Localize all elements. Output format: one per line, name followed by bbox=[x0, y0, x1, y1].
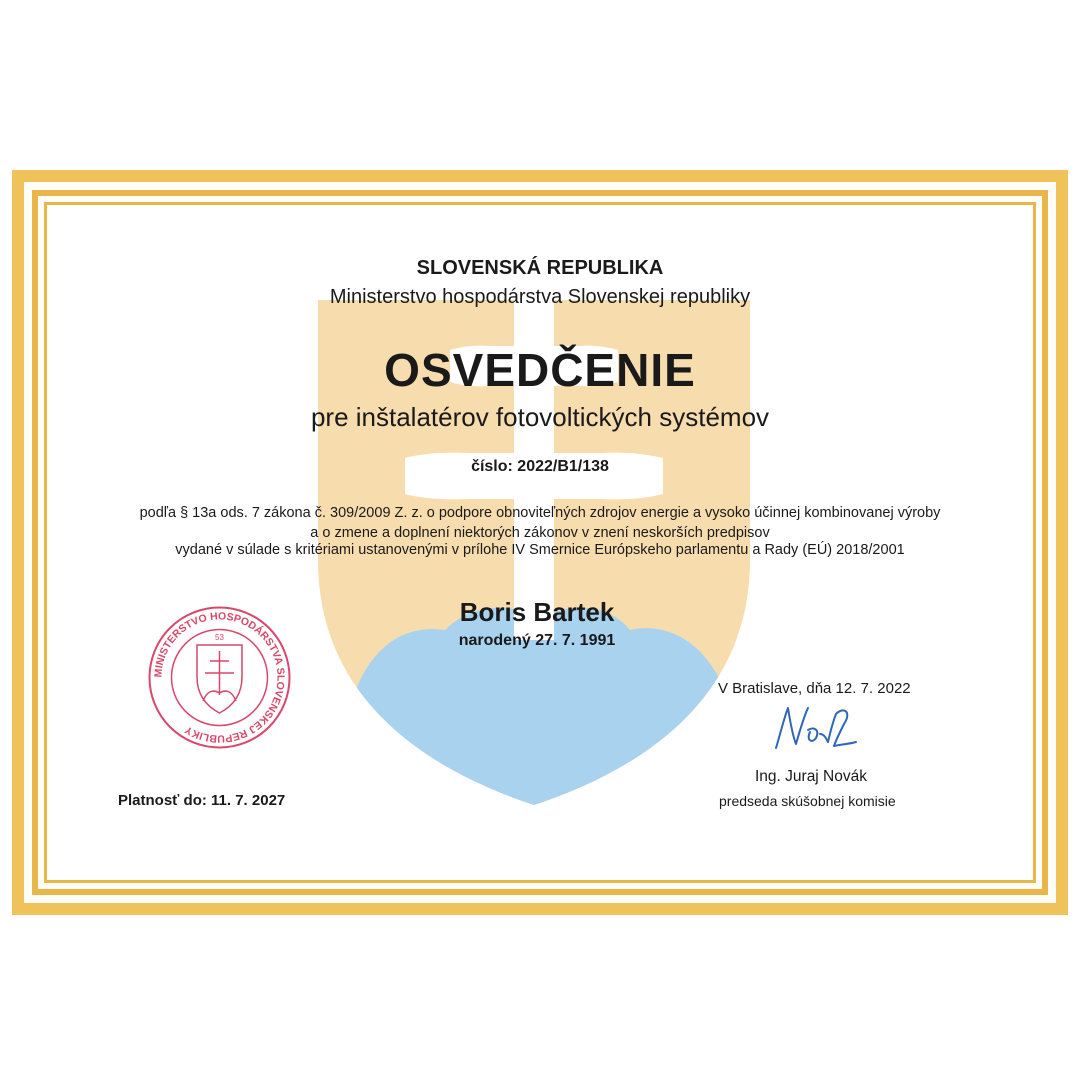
ministry-name: Ministerstvo hospodárstva Slovenskej republiky bbox=[329, 286, 751, 308]
stamp-text: MINISTERSTVO HOSPODÁRSTVA SLOVENSKEJ REPUBLIKY bbox=[152, 610, 287, 745]
signer-role: predseda skúšobnej komisie bbox=[719, 793, 896, 809]
legal-basis-line: vydané v súlade s kritériami ustanovenými v prílohe IV Smernice Európskeho parlamentu a Rady (EÚ) 2018/2001 bbox=[175, 542, 905, 558]
official-round-stamp bbox=[147, 605, 292, 750]
certificate-number: číslo: 2022/B1/138 bbox=[471, 458, 609, 475]
certificate-subtitle: pre inštalatérov fotovoltických systémov bbox=[310, 402, 770, 432]
place-and-date: V Bratislave, dňa 12. 7. 2022 bbox=[718, 680, 911, 697]
validity-date: Platnosť do: 11. 7. 2027 bbox=[118, 792, 286, 809]
holder-name: Boris Bartek bbox=[459, 597, 615, 627]
legal-basis-line: a o zmene a doplnení niektorých zákonov v znení neskorších predpisov bbox=[310, 525, 770, 541]
handwritten-signature bbox=[770, 700, 860, 760]
country-heading: SLOVENSKÁ REPUBLIKA bbox=[416, 257, 664, 279]
legal-basis-line: podľa § 13a ods. 7 zákona č. 309/2009 Z. z. o podpore obnoviteľných zdrojov energie a vysoko účinnej kombinovanej výroby bbox=[139, 505, 941, 521]
stamp-number: 53 bbox=[215, 633, 224, 642]
signer-name: Ing. Juraj Novák bbox=[755, 768, 867, 785]
holder-birth-date: narodený 27. 7. 1991 bbox=[458, 632, 616, 649]
certificate-title: OSVEDČENIE bbox=[384, 344, 696, 396]
stamp-shield-icon bbox=[197, 645, 242, 713]
